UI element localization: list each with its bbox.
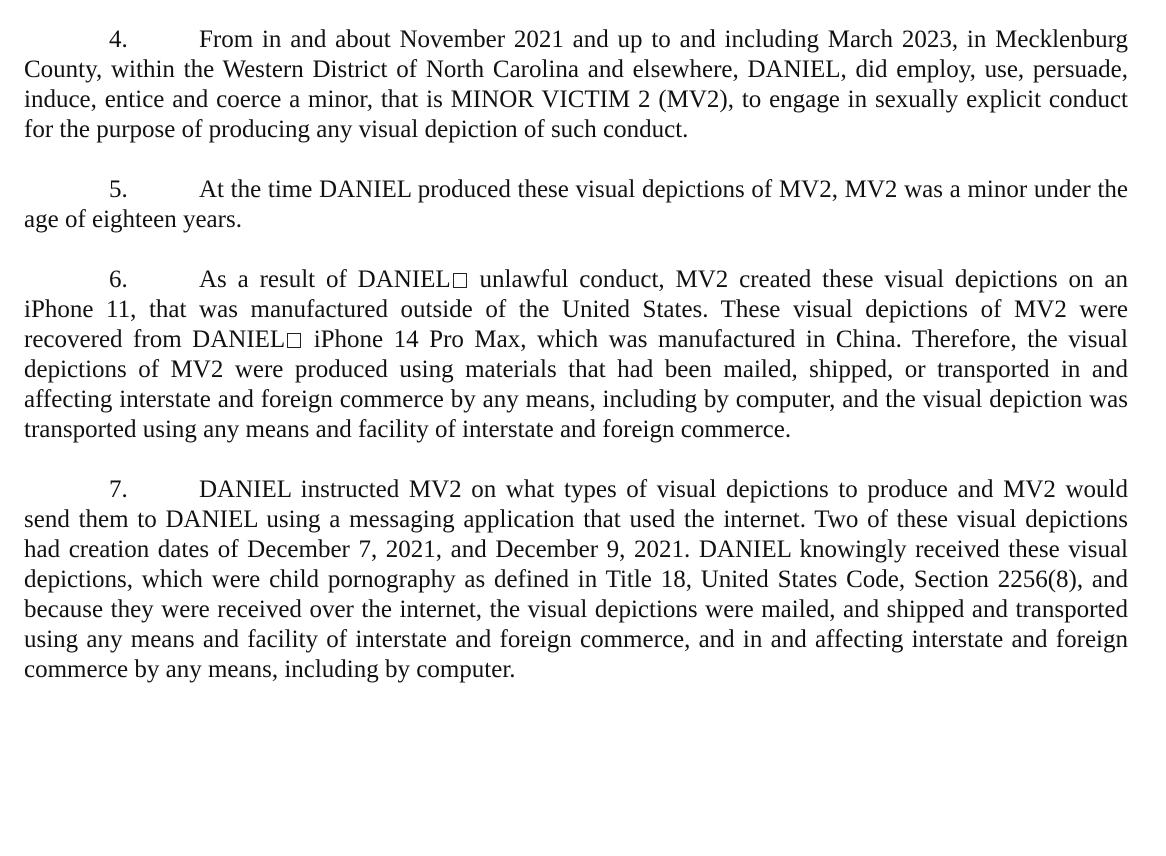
- missing-glyph-icon: [287, 333, 301, 348]
- paragraph-number: 5.: [109, 176, 128, 203]
- paragraph-6: [24, 265, 1128, 445]
- paragraph-text-part-c: iPhone 14 Pro Max, which was manufactured in China. Therefore, the visual depictions of MV2 were produced using materials that had been mailed, shipped, or transported in and affecting interstate and foreign commerce by any means, including by computer, and the visual depiction was transported using any means and facility of interstate and foreign commerce.: [24, 326, 1128, 443]
- missing-glyph-icon: [453, 273, 467, 288]
- paragraph-text: DANIEL instructed MV2 on what types of visual depictions to produce and MV2 would send them to DANIEL using a messaging application that used the internet. Two of these visual depictions had creation dates of December 7, 2021, and December 9, 2021. DANIEL knowingly received these visual depictions, which were child pornography as defined in Title 18, United States Code, Section 2256(8), and because they were received over the internet, the visual depictions were mailed, and shipped and transported using any means and facility of interstate and foreign commerce, and in and affecting interstate and foreign commerce by any means, including by computer.: [24, 476, 1128, 683]
- paragraph-text-part-b: unlawful conduct, MV2 created these visual depictions on an iPhone 11, that was manufactured outside of the United States. These visual depictions of MV2 were recovered from DANIEL: [24, 266, 1128, 353]
- paragraph-text-part-a: As a result of DANIEL: [199, 266, 451, 293]
- paragraph-text: At the time DANIEL produced these visual depictions of MV2, MV2 was a minor under the age of eighteen years.: [24, 176, 1128, 233]
- paragraph-text: From in and about November 2021 and up to and including March 2023, in Mecklenburg County, within the Western District of North Carolina and elsewhere, DANIEL, did employ, use, persuade, induce, entice and coerce a minor, that is MINOR VICTIM 2 (MV2), to engage in sexually explicit conduct for the purpose of producing any visual depiction of such conduct.: [24, 26, 1128, 143]
- paragraph-5: [24, 175, 1128, 235]
- paragraph-number: 7.: [109, 476, 128, 503]
- paragraph-number: 6.: [109, 266, 128, 293]
- paragraph-4: [24, 25, 1128, 145]
- paragraph-number: 4.: [109, 26, 128, 53]
- paragraph-7: [24, 475, 1128, 685]
